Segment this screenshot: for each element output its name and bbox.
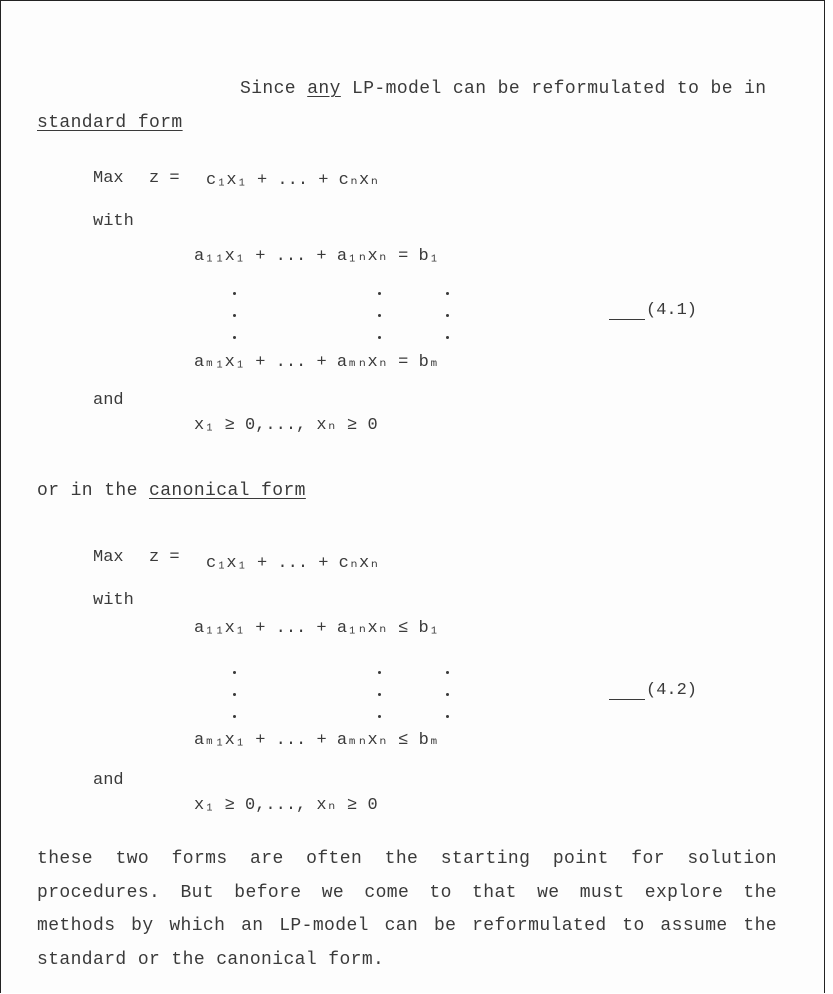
ellipsis-dot [378,292,381,295]
max-label: Max [93,548,124,567]
ellipsis-dot [446,715,449,718]
intro-line [240,79,767,99]
ellipsis-dot [233,671,236,674]
objective-rhs: c₁x₁ + ... + cₙxₙ [206,171,380,190]
ellipsis-dot [446,292,449,295]
ellipsis-dot [446,671,449,674]
closing-paragraph [37,843,777,977]
paragraph-line: these two forms are often the starting point for solution [37,849,777,869]
nonnegativity: x₁ ≥ 0,..., xₙ ≥ 0 [194,796,378,815]
ellipsis-dot [233,292,236,295]
with-label: with [93,591,134,610]
middle-prefix: or in the [37,481,150,501]
with-label: with [93,212,134,231]
equation-leader-line [609,699,645,700]
ellipsis-dot [378,336,381,339]
objective-lhs: z = [149,169,180,188]
intro-rest: LP-model can be reformulated to be in [340,79,767,99]
constraint-row-first: a₁₁x₁ + ... + a₁ₙxₙ ≤ b₁ [194,619,439,638]
ellipsis-dot [446,693,449,696]
term-canonical-form: canonical form [149,481,306,501]
ellipsis-dot [378,693,381,696]
middle-line [37,481,306,501]
constraint-row-last: aₘ₁x₁ + ... + aₘₙxₙ ≤ bₘ [194,731,440,750]
nonnegativity: x₁ ≥ 0,..., xₙ ≥ 0 [194,416,378,435]
term-standard-form: standard form [37,113,183,133]
and-label: and [93,771,124,790]
ellipsis-dot [233,693,236,696]
intro-prefix: Since [240,79,308,99]
ellipsis-dot [378,671,381,674]
ellipsis-dot [233,715,236,718]
and-label: and [93,391,124,410]
paragraph-line: standard or the canonical form. [37,949,385,970]
paragraph-line: procedures. But before we come to that we must explore the [37,882,777,903]
objective-rhs: c₁x₁ + ... + cₙxₙ [206,554,380,573]
ellipsis-dot [378,715,381,718]
ellipsis-dot [446,314,449,317]
constraint-row-first: a₁₁x₁ + ... + a₁ₙxₙ = b₁ [194,247,439,266]
objective-lhs: z = [149,548,180,567]
equation-number-4-1: (4.1) [646,301,698,320]
emphasis-any: any [307,79,341,99]
equation-number-4-2: (4.2) [646,681,698,700]
ellipsis-dot [446,336,449,339]
ellipsis-dot [378,314,381,317]
paragraph-line: methods by which an LP-model can be reformulated to assume the [37,916,777,936]
equation-leader-line [609,319,645,320]
constraint-row-last: aₘ₁x₁ + ... + aₘₙxₙ = bₘ [194,353,440,372]
ellipsis-dot [233,314,236,317]
ellipsis-dot [233,336,236,339]
max-label: Max [93,169,124,188]
